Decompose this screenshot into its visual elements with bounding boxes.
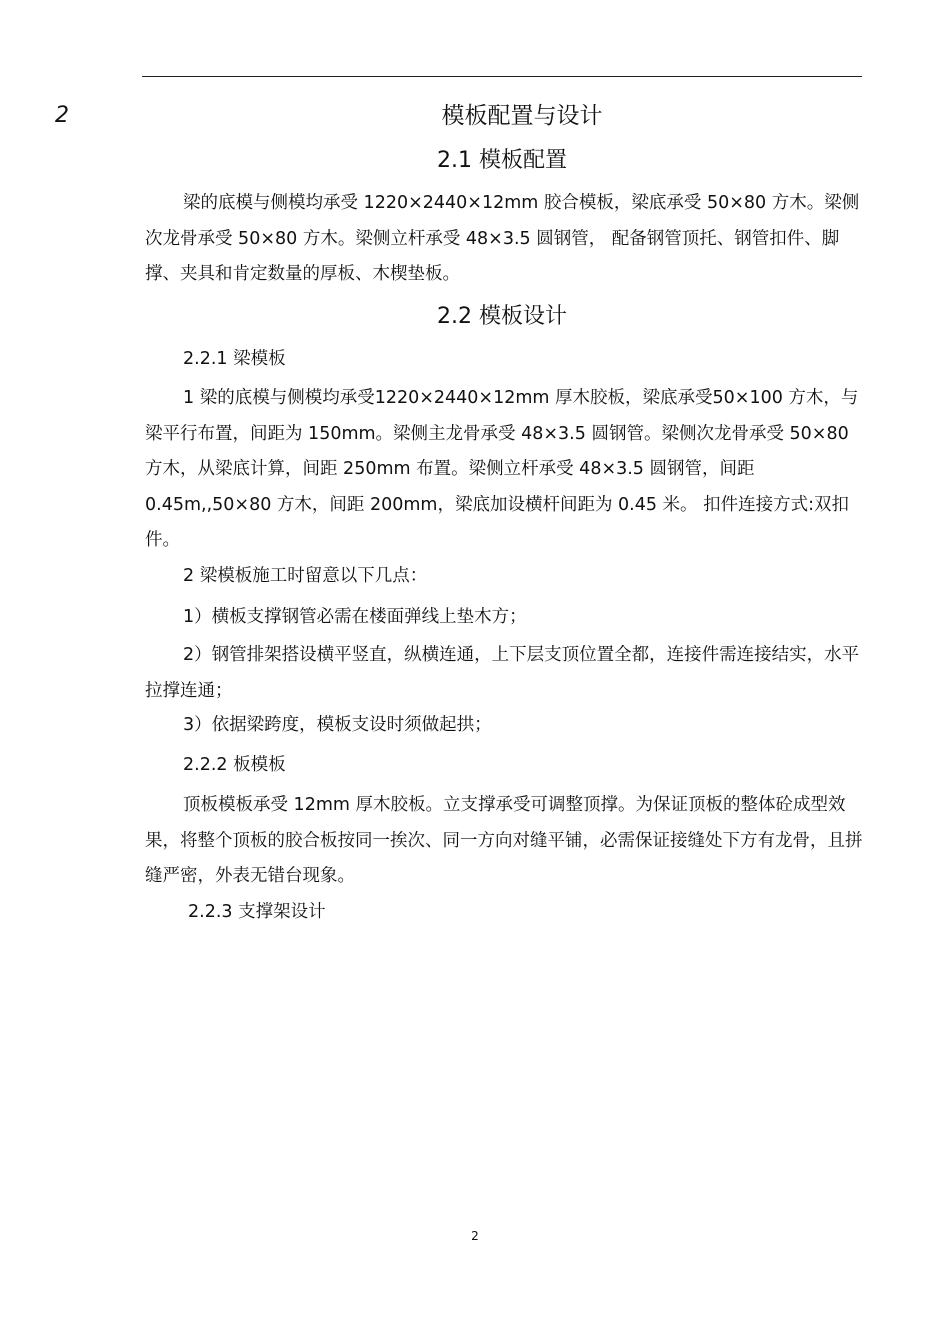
page-number: 2 — [471, 1229, 479, 1243]
beam-note-3: 3）依据梁跨度，模板支设时须做起拱； — [183, 715, 492, 735]
section-2-2-heading: 2.2 模板设计 — [437, 304, 567, 329]
header-rule — [142, 76, 862, 77]
subsection-2-2-1-heading: 2.2.1 梁模板 — [183, 349, 286, 369]
chapter-number: 2 — [55, 103, 69, 128]
beam-note-2: 2）钢管排架搭设横平竖直，纵横连通，上下层支顶位置全都，连接件需连接结实，水平拉撑连通； — [145, 645, 860, 701]
section-2-1-paragraph: 梁的底模与侧模均承受 1220×2440×12mm 胶合模板，梁底承受 50×80 方木。梁侧次龙骨承受 50×80 方木。梁侧立杆承受 48×3.5 圆钢管， 配备钢管顶托、钢管扣件、脚撑、夹具和肯定数量的厚板、木楔垫板。 — [145, 193, 860, 284]
beam-notes-intro: 2 梁模板施工时留意以下几点： — [183, 566, 428, 586]
subsection-2-2-2-heading: 2.2.2 板模板 — [183, 755, 286, 775]
beam-formwork-paragraph: 1 梁的底模与侧模均承受1220×2440×12mm 厚木胶板，梁底承受50×100 方木，与梁平行布置，间距为 150mm。梁侧主龙骨承受 48×3.5 圆钢管。梁侧次龙骨承受 50×80 方木，从梁底计算，间距 250mm 布置。梁侧立杆承受 48×3.5 圆钢管，间距 0.45m,,50×80 方木，间距 200mm，梁底加设横杆间距为 0.45 米。 扣件连接方式:双扣件。 — [145, 388, 859, 550]
beam-note-1: 1）横板支撑钢管必需在楼面弹线上垫木方； — [183, 607, 527, 627]
section-2-1-heading: 2.1 模板配置 — [437, 148, 567, 173]
chapter-title: 模板配置与设计 — [441, 103, 603, 129]
subsection-2-2-3-heading: 2.2.3 支撑架设计 — [188, 902, 326, 922]
slab-formwork-paragraph: 顶板模板承受 12mm 厚木胶板。立支撑承受可调整顶撑。为保证顶板的整体砼成型效果，将整个顶板的胶合板按同一挨次、同一方向对缝平铺，必需保证接缝处下方有龙骨，且拼缝严密，外表无错台现象。 — [145, 795, 863, 886]
